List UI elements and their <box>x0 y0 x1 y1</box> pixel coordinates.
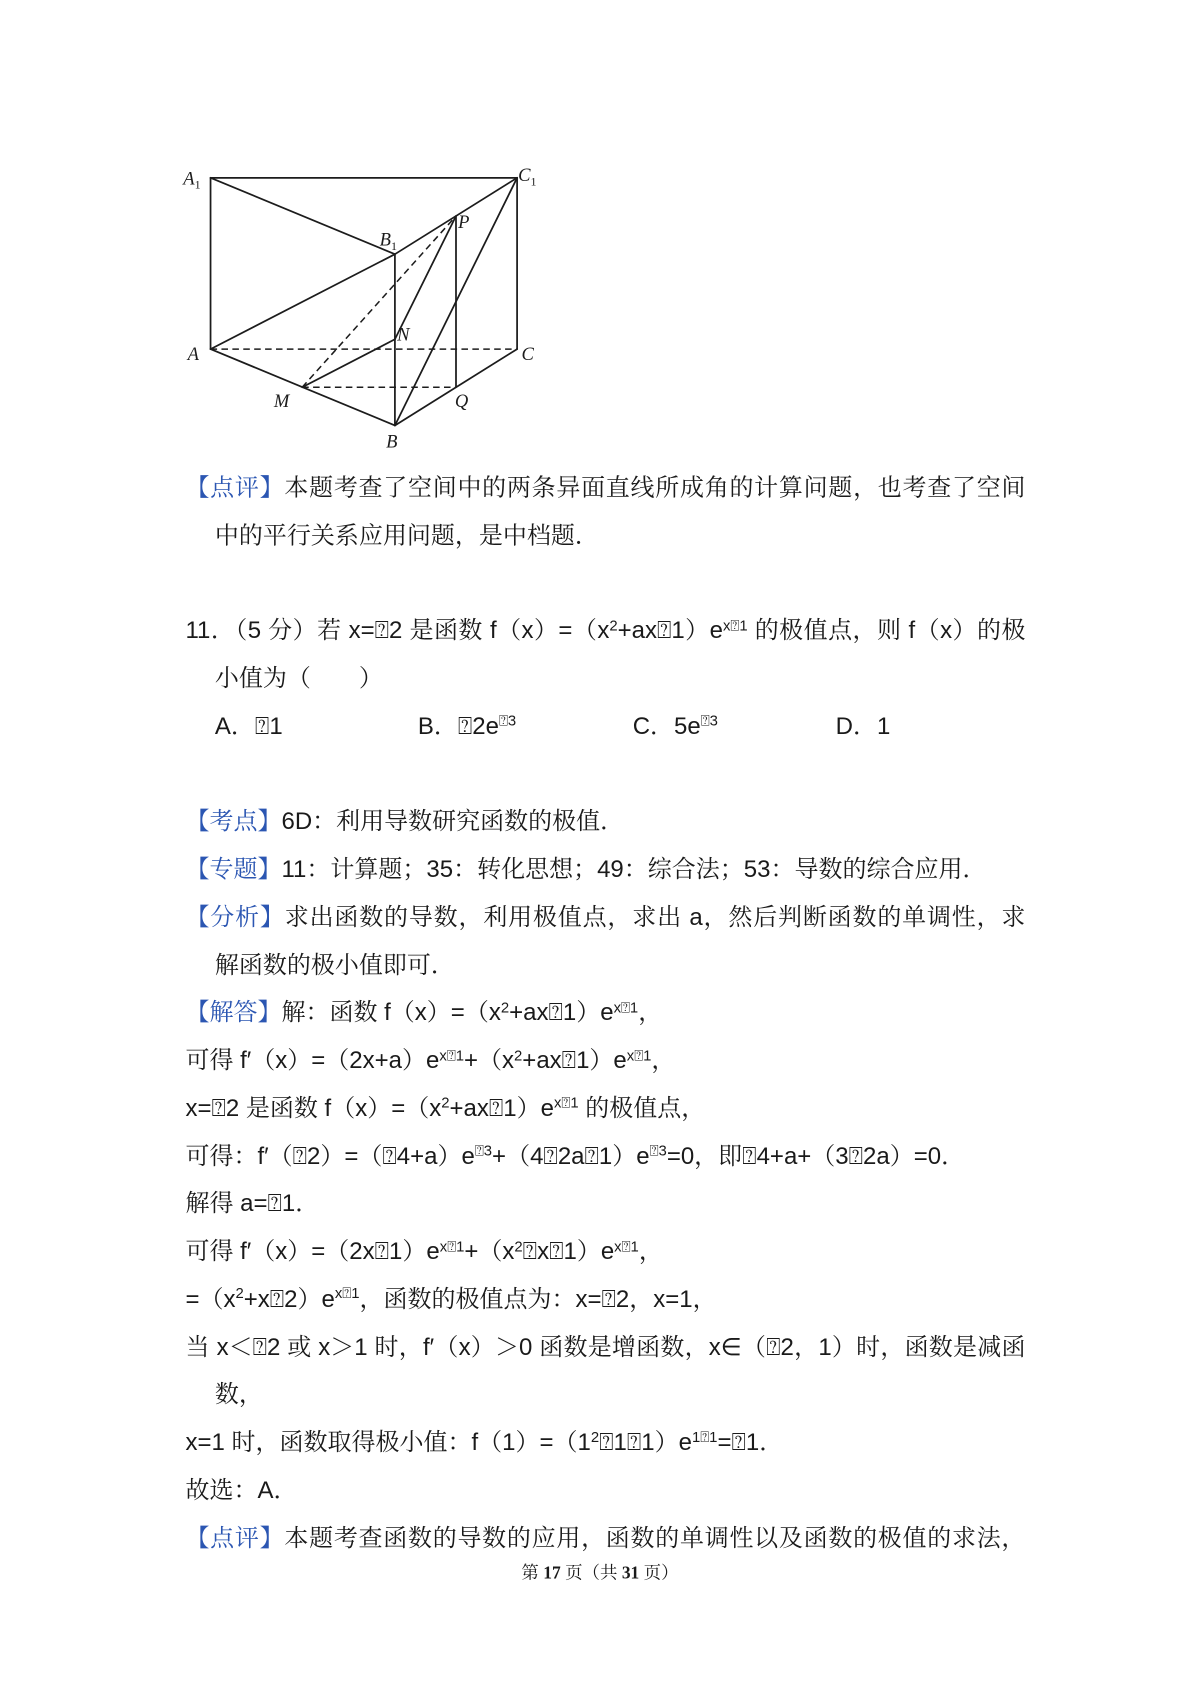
label-q: Q <box>454 390 469 412</box>
label-p: P <box>458 212 470 233</box>
superscript: x⍰1 <box>553 1094 579 1111</box>
segment-m-n <box>302 339 395 387</box>
text-run: +ax⍰1）e <box>449 1093 554 1122</box>
question-stem <box>215 664 383 691</box>
option-a <box>215 702 283 750</box>
solution-text <box>185 464 1025 1562</box>
superscript: 2 <box>609 617 618 634</box>
text-run: 小值为（ ） <box>214 664 383 692</box>
label-a: A <box>187 344 199 365</box>
text-run: +（x <box>464 1237 515 1265</box>
text-run: ，函数的极值点为：x=⍰2，x=1， <box>359 1284 717 1313</box>
jieda-line <box>185 1275 1025 1323</box>
text-run: +x⍰2）e <box>243 1284 335 1313</box>
text-run: 的极值点，则 f（x）的极 <box>747 616 1026 644</box>
review-tag: 【点评】 <box>185 473 285 501</box>
jieda-text <box>185 1285 716 1312</box>
solid-edges <box>211 178 518 426</box>
fenxi-line <box>185 893 1025 941</box>
label-subscript: 1 <box>194 177 201 192</box>
review-text <box>215 521 599 548</box>
label-b: B <box>386 431 398 453</box>
zhuanti-tag: 【专题】 <box>185 855 282 883</box>
text-run: D．1 <box>835 712 891 740</box>
label-subscript: 1 <box>530 174 537 189</box>
option-c <box>633 702 718 750</box>
text-run: +ax⍰1）e <box>617 616 723 644</box>
jieda-text <box>185 1142 965 1169</box>
jieda-line <box>185 1370 1025 1418</box>
label-c: C <box>521 344 534 365</box>
question-stem-line <box>185 607 1025 655</box>
jieda-line <box>185 1180 1025 1228</box>
option-d <box>836 702 891 750</box>
question-options <box>185 702 1025 750</box>
text-run: 本题考查了空间中的两条异面直线所成角的计算问题，也考查了空间 <box>284 473 1026 501</box>
superscript: 2 <box>441 1094 450 1111</box>
text-run: 可得 f′（x）=（2x+a）e <box>185 1046 440 1074</box>
text-run: ， <box>651 1046 676 1074</box>
text-run: B．⍰2e <box>417 712 499 740</box>
jieda-line <box>185 1036 1025 1084</box>
jieda-tag: 【解答】 <box>185 998 282 1026</box>
text-run: 的极值点， <box>578 1093 706 1122</box>
text-run: ， <box>638 998 663 1026</box>
superscript: ⍰3 <box>700 712 718 729</box>
text-run: +（4⍰2a⍰1）e <box>492 1141 650 1169</box>
superscript: x⍰1 <box>626 1046 652 1064</box>
text-run: ， <box>638 1237 663 1265</box>
jieda-line <box>185 1418 1025 1466</box>
jieda-line <box>185 989 1025 1037</box>
superscript: ⍰3 <box>474 1142 493 1159</box>
superscript: 2 <box>235 1285 244 1302</box>
label-letter: B <box>379 229 391 251</box>
prism-diagram <box>175 153 557 458</box>
text-run: +ax⍰1）e <box>522 1046 627 1074</box>
text-run: 故选：A． <box>185 1475 298 1503</box>
text-run: 11．（5 分）若 x=⍰2 是函数 f（x）=（x <box>185 616 610 644</box>
text-run: =⍰1． <box>717 1428 784 1456</box>
jieda-text <box>215 1380 263 1407</box>
jieda-line <box>185 1132 1025 1180</box>
text-run: ⍰1⍰1）e <box>599 1428 692 1456</box>
jieda-text <box>185 1428 783 1455</box>
jieda-line <box>185 1084 1025 1132</box>
text-run: 可得 f′（x）=（2x⍰1）e <box>185 1237 440 1265</box>
text-run: 11：计算题；35：转化思想；49：综合法；53：导数的综合应用． <box>281 855 987 883</box>
jieda-line <box>185 1323 1025 1371</box>
text-run: =（x <box>185 1284 236 1313</box>
jieda-text <box>185 1189 319 1216</box>
text-run: 解函数的极小值即可． <box>214 950 455 978</box>
kaodian-tag: 【考点】 <box>185 807 282 835</box>
jieda-text <box>185 1333 1025 1360</box>
dianping-line <box>185 1514 1025 1562</box>
label-subscript: 1 <box>390 238 397 253</box>
vertex-labels <box>181 165 536 452</box>
review-line <box>185 511 1025 559</box>
zhuanti-line <box>185 845 1025 893</box>
label-a1 <box>181 168 200 191</box>
jieda-text <box>185 1237 662 1264</box>
jieda-line <box>185 1466 1025 1514</box>
fenxi-line <box>185 941 1025 989</box>
superscript: x⍰1 <box>439 1237 465 1254</box>
jieda-text <box>281 998 662 1025</box>
text-run: 数， <box>214 1380 263 1408</box>
text-run: x=1 时，函数取得极小值：f（1）=（1 <box>185 1428 591 1456</box>
jieda-text <box>185 1476 297 1503</box>
superscript: 2 <box>514 1237 523 1254</box>
superscript: x⍰1 <box>613 999 639 1016</box>
text-run: C．5e <box>632 712 701 740</box>
label-letter: A <box>183 168 195 190</box>
jieda-text <box>185 1046 675 1073</box>
text-run: 6D：利用导数研究函数的极值． <box>281 807 625 835</box>
text-run: 第 <box>521 1564 544 1583</box>
text-run: 页（共 <box>560 1564 622 1583</box>
label-c1 <box>518 165 536 188</box>
segment-a-b1 <box>211 254 395 349</box>
review-text <box>284 473 1025 500</box>
label-n: N <box>397 324 410 346</box>
superscript: x⍰1 <box>722 617 748 634</box>
superscript: x⍰1 <box>614 1237 639 1254</box>
question-stem <box>185 617 1025 644</box>
page-footer <box>0 1561 1200 1587</box>
previous-review <box>185 464 1025 559</box>
text-run: A．⍰1 <box>214 712 283 740</box>
superscript: ⍰3 <box>649 1142 667 1159</box>
kaodian-text <box>281 808 624 835</box>
text-run: 当 x＜⍰2 或 x＞1 时，f′（x）＞0 函数是增函数，x∈（⍰2，1）时，函数是减函 <box>185 1332 1026 1360</box>
text-run: x=⍰2 是函数 f（x）=（x <box>185 1093 442 1122</box>
jieda-text <box>185 1094 705 1121</box>
jieda-line <box>185 1227 1025 1275</box>
text-run: 解：函数 f（x）=（x <box>281 998 501 1026</box>
text-run: 中的平行关系应用问题，是中档题． <box>214 521 599 549</box>
label-letter: C <box>518 165 531 187</box>
label-m: M <box>273 390 290 412</box>
text-run: =0，即⍰4+a+（3⍰2a）=0． <box>666 1141 966 1169</box>
label-b1 <box>380 229 397 252</box>
superscript: x⍰1 <box>439 1046 465 1064</box>
text-run: 可得：f′（⍰2）=（⍰4+a）e <box>185 1141 475 1169</box>
question-stem-line <box>185 655 1025 703</box>
bold-text: 31 <box>621 1564 640 1583</box>
edge-a1-b1 <box>211 178 395 254</box>
text-run: 求出函数的导数，利用极值点，求出 a，然后判断函数的单调性，求 <box>284 903 1026 931</box>
superscript: 1⍰1 <box>691 1428 718 1445</box>
dianping-tag: 【点评】 <box>185 1523 285 1551</box>
question-11 <box>185 607 1025 750</box>
fenxi-tag: 【分析】 <box>185 903 285 931</box>
bold-text: 17 <box>543 1564 561 1583</box>
text-run: +（x <box>464 1046 515 1074</box>
superscript: x⍰1 <box>334 1285 360 1302</box>
superscript: 2 <box>500 999 510 1016</box>
text-run: ⍰x⍰1）e <box>522 1237 615 1265</box>
dianping-text <box>284 1523 1025 1550</box>
superscript: ⍰3 <box>498 712 517 729</box>
text-run: 页） <box>639 1564 679 1583</box>
fenxi-text <box>215 951 455 978</box>
option-b <box>418 702 516 750</box>
page-number <box>521 1564 678 1583</box>
fenxi-text <box>285 903 1026 930</box>
superscript: 2 <box>514 1046 523 1064</box>
review-line <box>185 464 1025 512</box>
text-run: 解得 a=⍰1． <box>185 1189 320 1217</box>
answer-analysis <box>185 798 1025 1562</box>
zhuanti-text <box>281 855 986 882</box>
kaodian-line <box>185 798 1025 846</box>
text-run: +ax⍰1）e <box>509 998 614 1026</box>
text-run: 本题考查函数的导数的应用，函数的单调性以及函数的极值的求法， <box>284 1523 1026 1551</box>
superscript: 2 <box>590 1428 600 1445</box>
